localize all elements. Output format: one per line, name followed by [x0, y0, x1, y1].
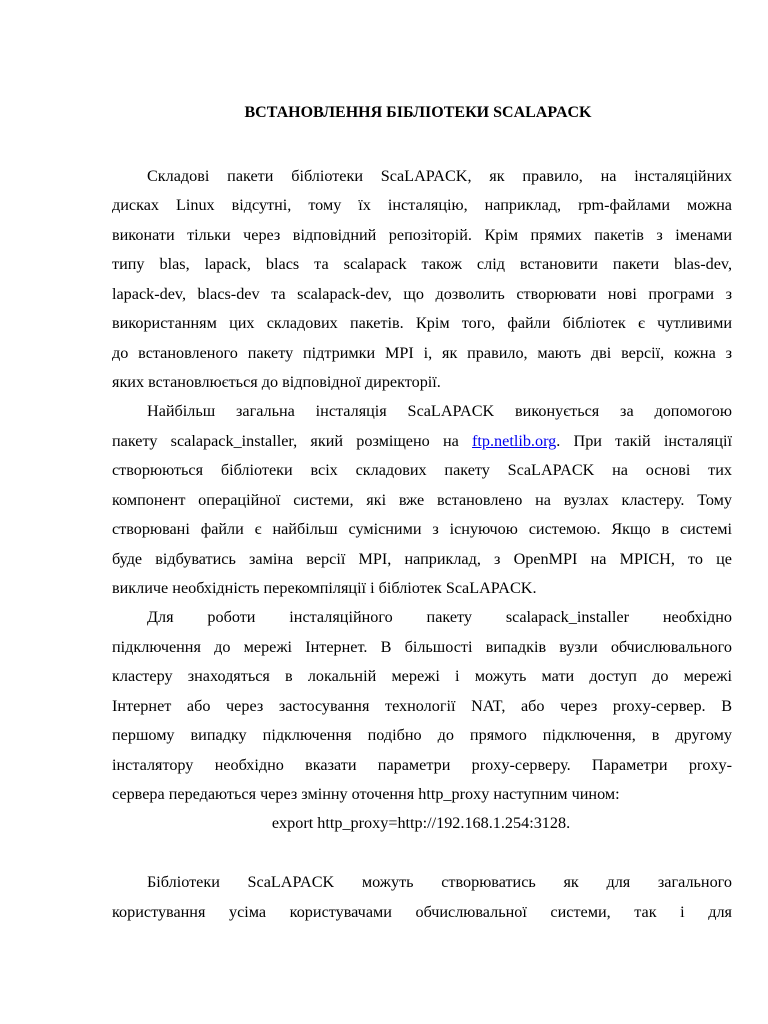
- paragraph-3-line: Інтернет або через застосування технології NAT, або через proxy-сервер. В: [112, 697, 732, 715]
- paragraph-2-line-with-link: [112, 431, 732, 451]
- paragraph-1-line: використанням цих складових пакетів. Крім того, файли бібліотек є чутливими: [112, 314, 732, 332]
- paragraph-1-line: Складові пакети бібліотеки ScaLAPACK, як правило, на інсталяційних: [147, 167, 732, 185]
- ftp-netlib-link[interactable]: ftp.netlib.org: [472, 432, 557, 450]
- paragraph-3-line: кластеру знаходяться в локальній мережі і можуть мати доступ до мережі: [112, 667, 732, 685]
- paragraph-2-line: створюються бібліотеки всіх складових пакету ScaLAPACK на основі тих: [112, 461, 732, 479]
- paragraph-2-line: Найбільш загальна інсталяція ScaLAPACK виконується за допомогою: [147, 402, 732, 420]
- paragraph-2-line: компонент операційної системи, які вже встановлено на вузлах кластеру. Тому: [112, 491, 732, 509]
- paragraph-3-line: інсталятору необхідно вказати параметри proxy-серверу. Параметри proxy-: [112, 756, 732, 774]
- paragraph-2-text-after-link: . При такій інсталяції: [556, 432, 732, 450]
- paragraph-3-line: підключення до мережі Інтернет. В більшості випадків вузли обчислювального: [112, 638, 732, 656]
- paragraph-1-line: до встановленого пакету підтримки MPI і, як правило, мають дві версії, кожна з: [112, 344, 732, 362]
- paragraph-2-line-last: викличе необхідність перекомпіляції і бібліотек ScaLAPACK.: [112, 579, 537, 597]
- paragraph-2-line: буде відбуватись заміна версії MPI, наприклад, з OpenMPI на MPICH, то це: [112, 550, 732, 568]
- paragraph-2-line: створювані файли є найбільш сумісними з існуючою системою. Якщо в системі: [112, 520, 732, 538]
- paragraph-2-text-before-link: пакету scalapack_installer, який розміщено на: [112, 432, 473, 450]
- paragraph-1-line: типу blas, lapack, blacs та scalapack також слід встановити пакети blas-dev,: [112, 255, 732, 273]
- paragraph-3-line: Для роботи інсталяційного пакету scalapack_installer необхідно: [147, 608, 732, 626]
- paragraph-1-line: дисках Linux відсутні, тому їх інсталяцію, наприклад, rpm-файлами можна: [112, 196, 732, 214]
- export-command: export http_proxy=http://192.168.1.254:3128.: [271, 814, 571, 832]
- paragraph-1-line-last: яких встановлюється до відповідної директорії.: [112, 373, 441, 391]
- paragraph-4-line: користування усіма користувачами обчислювальної системи, так і для: [112, 903, 732, 921]
- paragraph-3-line-last: сервера передаються через змінну оточення http_proxy наступним чином:: [112, 785, 620, 803]
- document-title: ВСТАНОВЛЕННЯ БІБЛІОТЕКИ SCALAPACK: [244, 104, 592, 121]
- paragraph-1-line: lapack-dev, blacs-dev та scalapack-dev, що дозволить створювати нові програми з: [112, 285, 732, 303]
- paragraph-4-line: Бібліотеки ScaLAPACK можуть створюватись як для загального: [147, 873, 732, 891]
- paragraph-3-line: першому випадку підключення подібно до прямого підключення, в другому: [112, 726, 732, 744]
- paragraph-1-line: виконати тільки через відповідний репозіторій. Крім прямих пакетів з іменами: [112, 226, 732, 244]
